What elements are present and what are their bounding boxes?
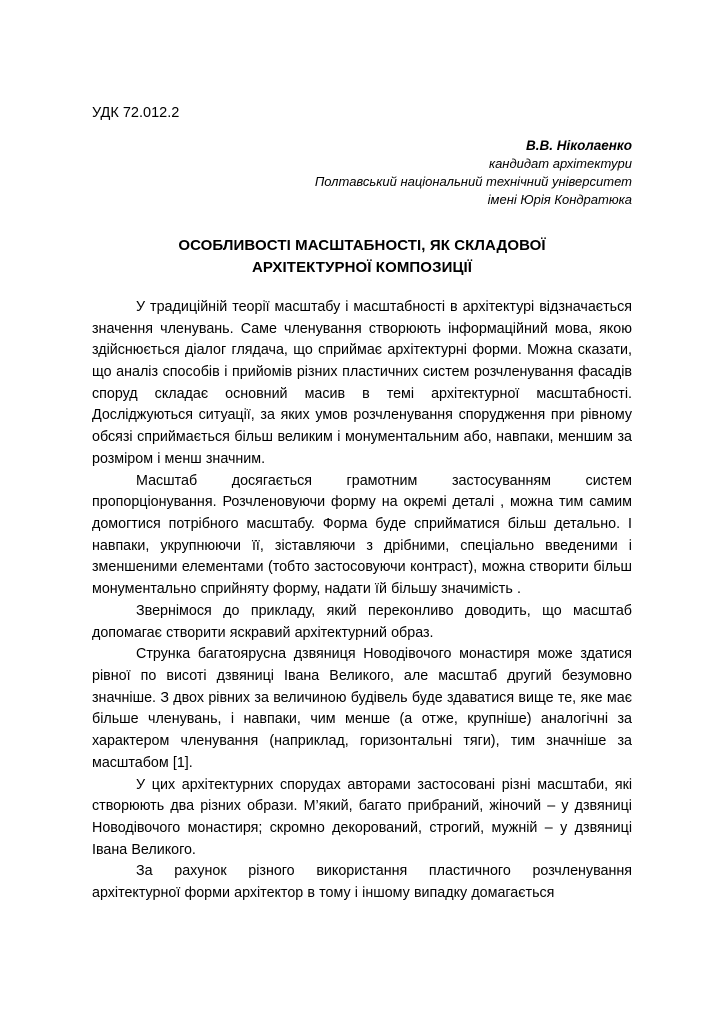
author-degree: кандидат архітектури <box>488 156 632 172</box>
author-affiliation-line-2: імені Юрія Кондратюка <box>487 192 632 208</box>
paragraph: За рахунок різного використання пластичного розчленування архітектурної форми архітектор в тому і іншому випадку домагається <box>92 863 632 902</box>
article-body <box>92 297 632 905</box>
title-line-1: ОСОБЛИВОСТІ МАСШТАБНОСТІ, ЯК СКЛАДОВОЇ <box>178 237 546 255</box>
paragraph: У цих архітектурних спорудах авторами застосовані різні масштаби, які створюють два різних образи. М’який, багато прибраний, жіночий – у дзвяниці Новодівочого монастиря; скромно декорований, строгий, мужній – у дзвяниці Івана Великого. <box>92 776 632 858</box>
paragraph: Масштаб досягається грамотним застосуванням систем пропорціонування. Розчленовуючи форму на окремі деталі , можна тим самим домогтися потрібного масштабу. Форма буде сприйматися більш детально. І навпаки, укрупнюючи її, зіставляючи з дрібними, спеціально введеними і зменшеними елементами (тобто застосовуючи контраст), можна створити більш монументально сприйняту форму, надати їй більшу значимість . <box>92 472 632 598</box>
author-block <box>92 137 632 209</box>
paragraph: Струнка багатоярусна дзвяниця Новодівочого монастиря може здатися рівної по висоті дзвяниці Івана Великого, але масштаб другий безумовно значніше. З двох рівних за величиною будівель буде здаватися вище те, яке має більше членувань, і навпаки, чим менше (а отже, крупніше) аналогічні за характером членування (наприклад, горизонтальні тяги), тим значніше за масштабом [1]. <box>92 646 632 771</box>
author-name: В.В. Ніколаенко <box>526 137 632 153</box>
title-line-2: АРХІТЕКТУРНОЇ КОМПОЗИЦІЇ <box>251 259 473 277</box>
udk-code: УДК 72.012.2 <box>92 105 180 121</box>
author-affiliation-line-1: Полтавський національний технічний університет <box>314 174 632 190</box>
paragraph: Звернімося до прикладу, який переконливо доводить, що масштаб допомагає створити яскравий архітектурний образ. <box>92 602 632 641</box>
page-title <box>102 235 622 279</box>
paragraph: У традиційній теорії масштабу і масштабності в архітектурі відзначається значення членувань. Саме членування створюють інформаційний мова, якою здійснюється діалог глядача, що сприймає архітектурні форми. Можна сказати, що аналіз способів і прийомів різних пластичних систем розчленування фасадів споруд складає основний масив в темі архітектурної масштабності. Досліджуються ситуації, за яких умов розчленування спорудження при рівному обсязі сприймається більш великим і монументальним або, навпаки, меншим за розміром і менш значним. <box>92 298 632 467</box>
